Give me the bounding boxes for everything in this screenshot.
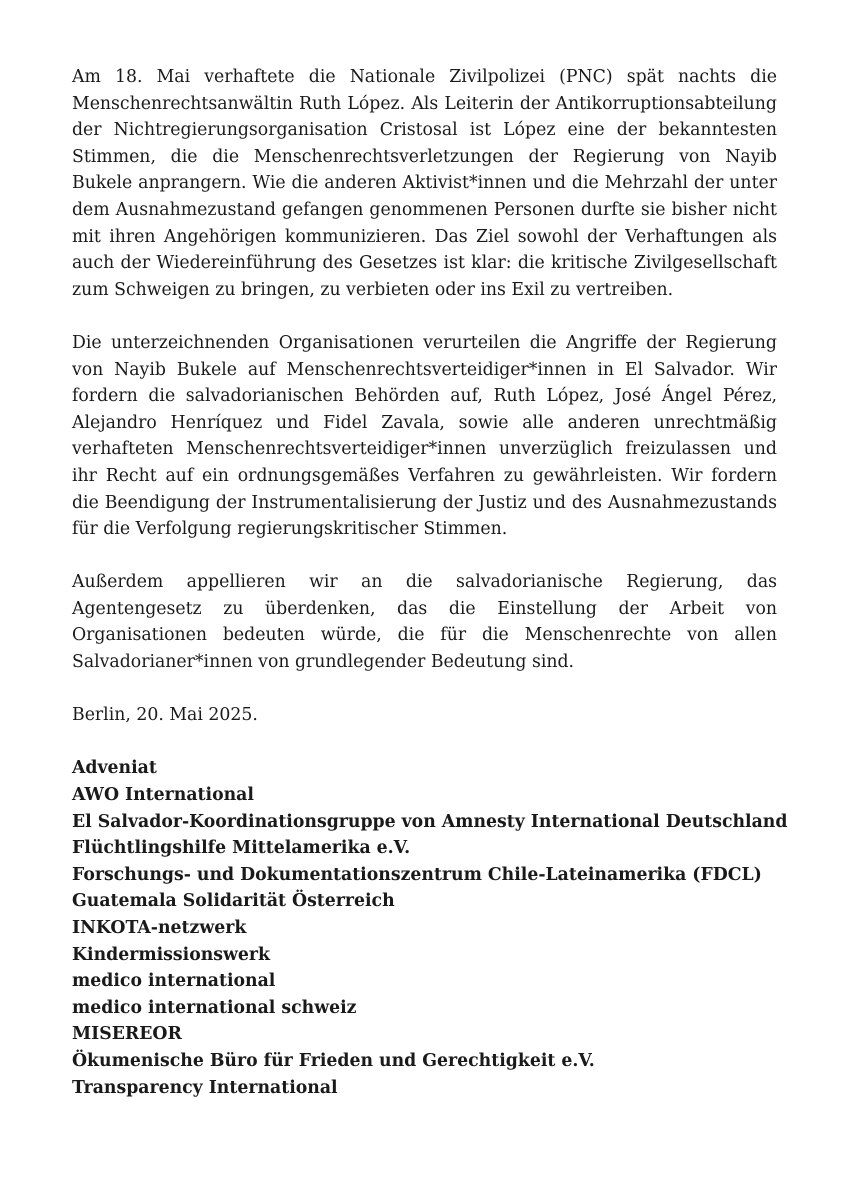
- signatory-item: Guatemala Solidarität Österreich: [72, 891, 395, 912]
- paragraph-demands: Die unterzeichnenden Organisationen verurteilen die Angriffe der Regierung von Nayib Bukele auf Menschenrechtsverteidiger*innen in El Salvador. Wir fordern die salvadorianischen Behörden auf, Ruth López, José Ángel Pérez, Alejandro Henríquez und Fidel Zavala, sowie alle anderen unrechtmäßig verhafteten Menschenrechtsverteidiger*innen unverzüglich freizulassen und ihr Recht auf ein ordnungsgemäßes Verfahren zu gewährleisten. Wir fordern die Beendigung der Instrumentalisierung der Justiz und des Ausnahmezustands für die Verfolgung regierungskritischer Stimmen.: [72, 332, 777, 540]
- signatory-item: INKOTA-netzwerk: [72, 918, 247, 938]
- signatory-list: [72, 755, 788, 1101]
- signatory-item: Forschungs- und Dokumentationszentrum Chile-Lateinamerika (FDCL): [72, 864, 762, 885]
- signatory-item: Kindermissionswerk: [72, 944, 270, 965]
- paragraph-arrest: Am 18. Mai verhaftete die Nationale Zivilpolizei (PNC) spät nachts die Menschenrechtsanwältin Ruth López. Als Leiterin der Antikorruptionsabteilung der Nichtregierungsorganisation Cristosal ist López eine der bekanntesten Stimmen, die die Menschenrechtsverletzungen der Regierung von Nayib Bukele anprangern. Wie die anderen Aktivist*innen und die Mehrzahl der unter dem Ausnahmezustand gefangen genommenen Personen durfte sie bisher nicht mit ihren Angehörigen kommunizieren. Das Ziel sowohl der Verhaftungen als auch der Wiedereinführung des Gesetzes ist klar: die kritische Zivilgesellschaft zum Schweigen zu bringen, zu verbieten oder ins Exil zu vertreiben.: [72, 67, 777, 300]
- paragraph-appeal: Außerdem appellieren wir an die salvadorianische Regierung, das Agentengesetz zu überdenken, das die Einstellung der Arbeit von Organisationen bedeuten würde, die für die Menschenrechte von allen Salvadorianer*innen von grundlegender Bedeutung sind.: [72, 572, 777, 673]
- signatory-item: medico international schweiz: [72, 997, 357, 1018]
- signatory-item: Transparency International: [72, 1077, 338, 1098]
- signatory-item: MISEREOR: [72, 1024, 182, 1045]
- signatory-item: Flüchtlingshilfe Mittelamerika e.V.: [72, 838, 411, 859]
- signatory-item: El Salvador-Koordinationsgruppe von Amnesty International Deutschland: [72, 811, 788, 832]
- signatory-item: medico international: [72, 971, 276, 992]
- date-line: Berlin, 20. Mai 2025.: [72, 705, 258, 726]
- signatory-item: Adveniat: [72, 758, 157, 779]
- document-page: [72, 64, 788, 1101]
- signatory-item: Ökumenische Büro für Frieden und Gerechtigkeit e.V.: [72, 1050, 595, 1071]
- signatory-item: AWO International: [72, 785, 254, 806]
